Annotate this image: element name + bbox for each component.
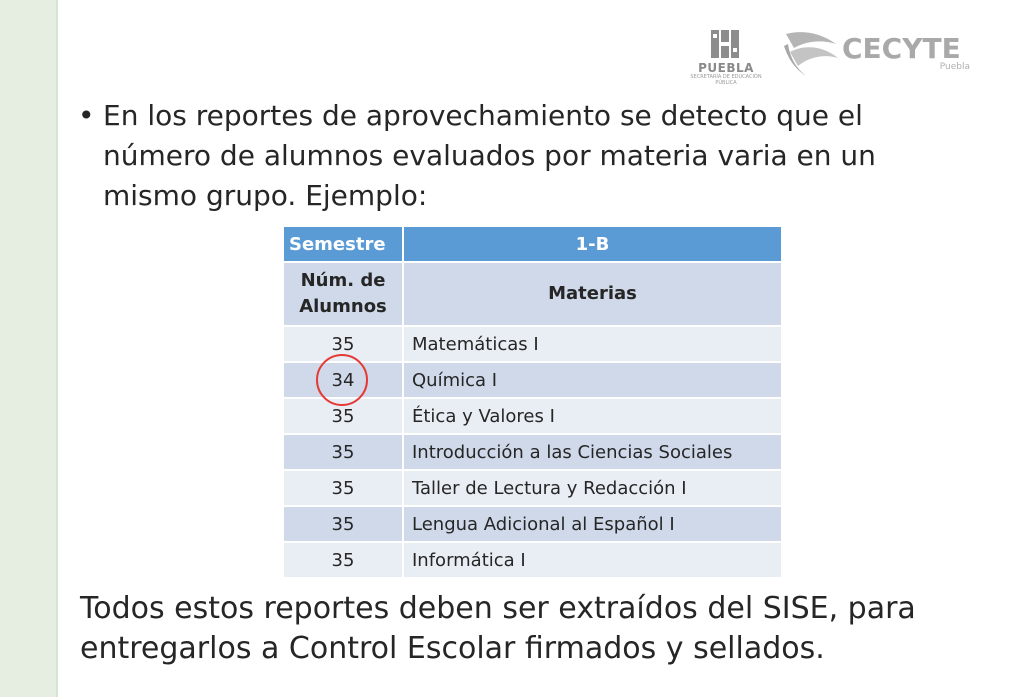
row-num: 35 bbox=[283, 326, 403, 362]
cecyte-emblem-icon bbox=[780, 28, 842, 80]
logos bbox=[686, 28, 976, 88]
table-row bbox=[283, 398, 782, 434]
cecyte-logo bbox=[780, 28, 976, 84]
subheader-materias: Materias bbox=[403, 262, 782, 326]
table-row bbox=[283, 542, 782, 578]
puebla-logo bbox=[686, 28, 766, 92]
bullet-paragraph bbox=[78, 96, 938, 216]
row-num: 35 bbox=[283, 470, 403, 506]
subheader-num-alumnos: Núm. de Alumnos bbox=[283, 262, 403, 326]
grades-table bbox=[282, 225, 783, 579]
puebla-emblem-icon bbox=[709, 28, 743, 60]
row-num: 35 bbox=[283, 434, 403, 470]
row-num: 35 bbox=[283, 398, 403, 434]
puebla-wordmark: PUEBLA bbox=[698, 61, 754, 75]
row-num: 35 bbox=[283, 542, 403, 578]
closing-text: Todos estos reportes deben ser extraídos del SISE, para entregarlos a Control Escolar firmados y sellados. bbox=[80, 591, 916, 666]
row-materia: Taller de Lectura y Redacción I bbox=[403, 470, 782, 506]
row-materia: Matemáticas I bbox=[403, 326, 782, 362]
table-subheader-row bbox=[283, 262, 782, 326]
table-row bbox=[283, 434, 782, 470]
bullet-text: En los reportes de aprovechamiento se detecto que el número de alumnos evaluados por materia varia en un mismo grupo. Ejemplo: bbox=[103, 99, 876, 212]
side-divider bbox=[56, 0, 58, 697]
row-materia: Ética y Valores I bbox=[403, 398, 782, 434]
side-band bbox=[0, 0, 56, 697]
bullet-icon: • bbox=[78, 99, 95, 132]
row-num: 35 bbox=[283, 506, 403, 542]
row-materia: Informática I bbox=[403, 542, 782, 578]
table-header-row bbox=[283, 226, 782, 262]
row-materia: Introducción a las Ciencias Sociales bbox=[403, 434, 782, 470]
table-row bbox=[283, 326, 782, 362]
table-row bbox=[283, 470, 782, 506]
header-group: 1-B bbox=[403, 226, 782, 262]
cecyte-subtitle: Puebla bbox=[939, 62, 970, 72]
puebla-subtitle: SECRETARÍA DE EDUCACIÓN PÚBLICA bbox=[690, 74, 762, 86]
highlight-circle bbox=[316, 354, 368, 406]
row-materia: Química I bbox=[403, 362, 782, 398]
row-num: 34 bbox=[283, 362, 403, 398]
row-materia: Lengua Adicional al Español I bbox=[403, 506, 782, 542]
table-row bbox=[283, 506, 782, 542]
header-semestre: Semestre bbox=[283, 226, 403, 262]
cecyte-wordmark: CECYTE bbox=[842, 32, 961, 65]
